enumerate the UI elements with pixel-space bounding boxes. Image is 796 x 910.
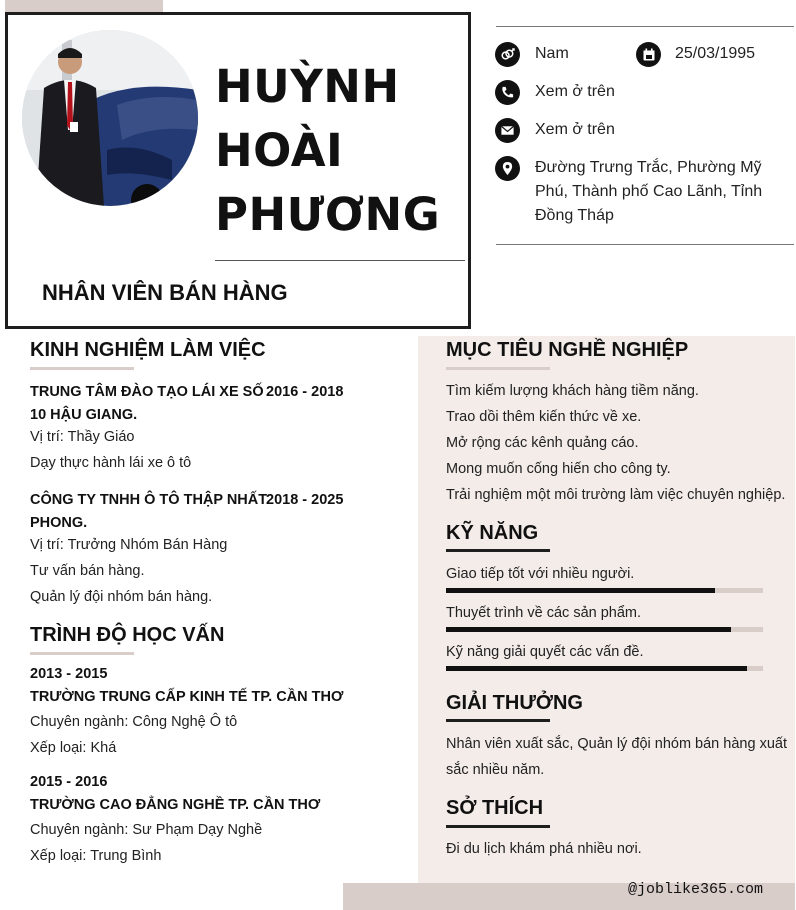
phone-icon [495,80,520,105]
skill-bar [446,588,763,593]
location-pin-icon [495,156,520,181]
experience-detail: Tư vấn bán hàng. [30,563,145,579]
company-line: PHONG. [30,515,88,531]
address-line: Đường Trưng Trắc, Phường Mỹ [535,159,762,176]
hobbies-underline [446,825,550,828]
awards-title: GIẢI THƯỞNG [446,692,583,714]
skills-title: KỸ NĂNG [446,522,539,544]
contact-divider-top [496,26,794,27]
experience-detail: Dạy thực hành lái xe ô tô [30,455,192,471]
skill-bar-fill [446,666,747,671]
education-detail: Chuyên ngành: Sư Phạm Dạy Nghề [30,822,263,838]
name-line: PHƯƠNG [215,188,441,241]
skill-bar-fill [446,627,731,632]
experience-period: 2018 - 2025 [266,492,344,508]
hobbies-title: SỞ THÍCH [446,797,544,819]
education-period: 2013 - 2015 [30,666,108,682]
skill-label: Kỹ năng giải quyết các vấn đề. [446,644,644,660]
education-underline [30,652,134,655]
experience-detail: Vị trí: Trưởng Nhóm Bán Hàng [30,537,228,553]
experience-title: KINH NGHIỆM LÀM VIỆC [30,339,266,361]
experience-company [30,489,267,535]
name-line: HOÀI [215,124,344,177]
hobbies-line: Đi du lịch khám phá nhiều nơi. [446,841,642,857]
skill-bar [446,627,763,632]
education-detail: Xếp loại: Khá [30,740,117,756]
experience-underline [30,367,134,370]
calendar-icon [636,42,661,67]
objective-line: Mong muốn cống hiến cho công ty. [446,461,671,477]
profile-photo [22,30,198,206]
education-school: TRƯỜNG CAO ĐẲNG NGHỀ TP. CẦN THƠ [30,797,321,813]
objective-line: Trải nghiệm một môi trường làm việc chuyên nghiệp. [446,487,786,503]
gender-value: Nam [535,45,569,62]
awards-line: sắc nhiều năm. [446,762,545,778]
mail-icon [495,118,520,143]
objective-title: MỤC TIÊU NGHỀ NGHIỆP [446,339,689,361]
name-line: HUỲNH [215,60,400,113]
experience-detail: Quản lý đội nhóm bán hàng. [30,589,213,605]
awards-line: Nhân viên xuất sắc, Quản lý đội nhóm bán hàng xuất [446,736,787,752]
company-line: TRUNG TÂM ĐÀO TẠO LÁI XE SỐ [30,384,264,400]
education-period: 2015 - 2016 [30,774,108,790]
skill-label: Giao tiếp tốt với nhiều người. [446,566,635,582]
skill-bar [446,666,763,671]
education-detail: Xếp loại: Trung Bình [30,848,162,864]
email-value: Xem ở trên [535,121,615,138]
contact-divider-bottom [496,244,794,245]
experience-company [30,381,264,427]
phone-value: Xem ở trên [535,83,615,100]
candidate-name [215,55,455,247]
education-detail: Chuyên ngành: Công Nghệ Ô tô [30,714,238,730]
birthdate-value: 25/03/1995 [675,45,756,62]
objective-line: Trao dồi thêm kiến thức về xe. [446,409,642,425]
gender-icon [495,42,520,67]
address-line: Phú, Thành phố Cao Lãnh, Tỉnh [535,183,763,200]
education-school: TRƯỜNG TRUNG CẤP KINH TẾ TP. CẦN THƠ [30,689,344,705]
skill-label: Thuyết trình về các sản phẩm. [446,605,642,621]
skill-bar-fill [446,588,715,593]
company-line: CÔNG TY TNHH Ô TÔ THẬP NHẤT [30,492,268,508]
education-title: TRÌNH ĐỘ HỌC VẤN [30,624,225,646]
skills-underline [446,549,550,552]
job-title: NHÂN VIÊN BÁN HÀNG [42,280,288,305]
address-value [535,156,762,228]
name-divider [215,260,465,261]
address-line: Đồng Tháp [535,207,614,224]
experience-period: 2016 - 2018 [266,384,344,400]
objective-line: Mở rộng các kênh quảng cáo. [446,435,639,451]
footer-handle: @joblike365.com [628,881,764,898]
objective-underline [446,367,550,370]
company-line: 10 HẬU GIANG. [30,407,138,423]
experience-detail: Vị trí: Thầy Giáo [30,429,135,445]
objective-line: Tìm kiếm lượng khách hàng tiềm năng. [446,383,699,399]
awards-underline [446,719,550,722]
